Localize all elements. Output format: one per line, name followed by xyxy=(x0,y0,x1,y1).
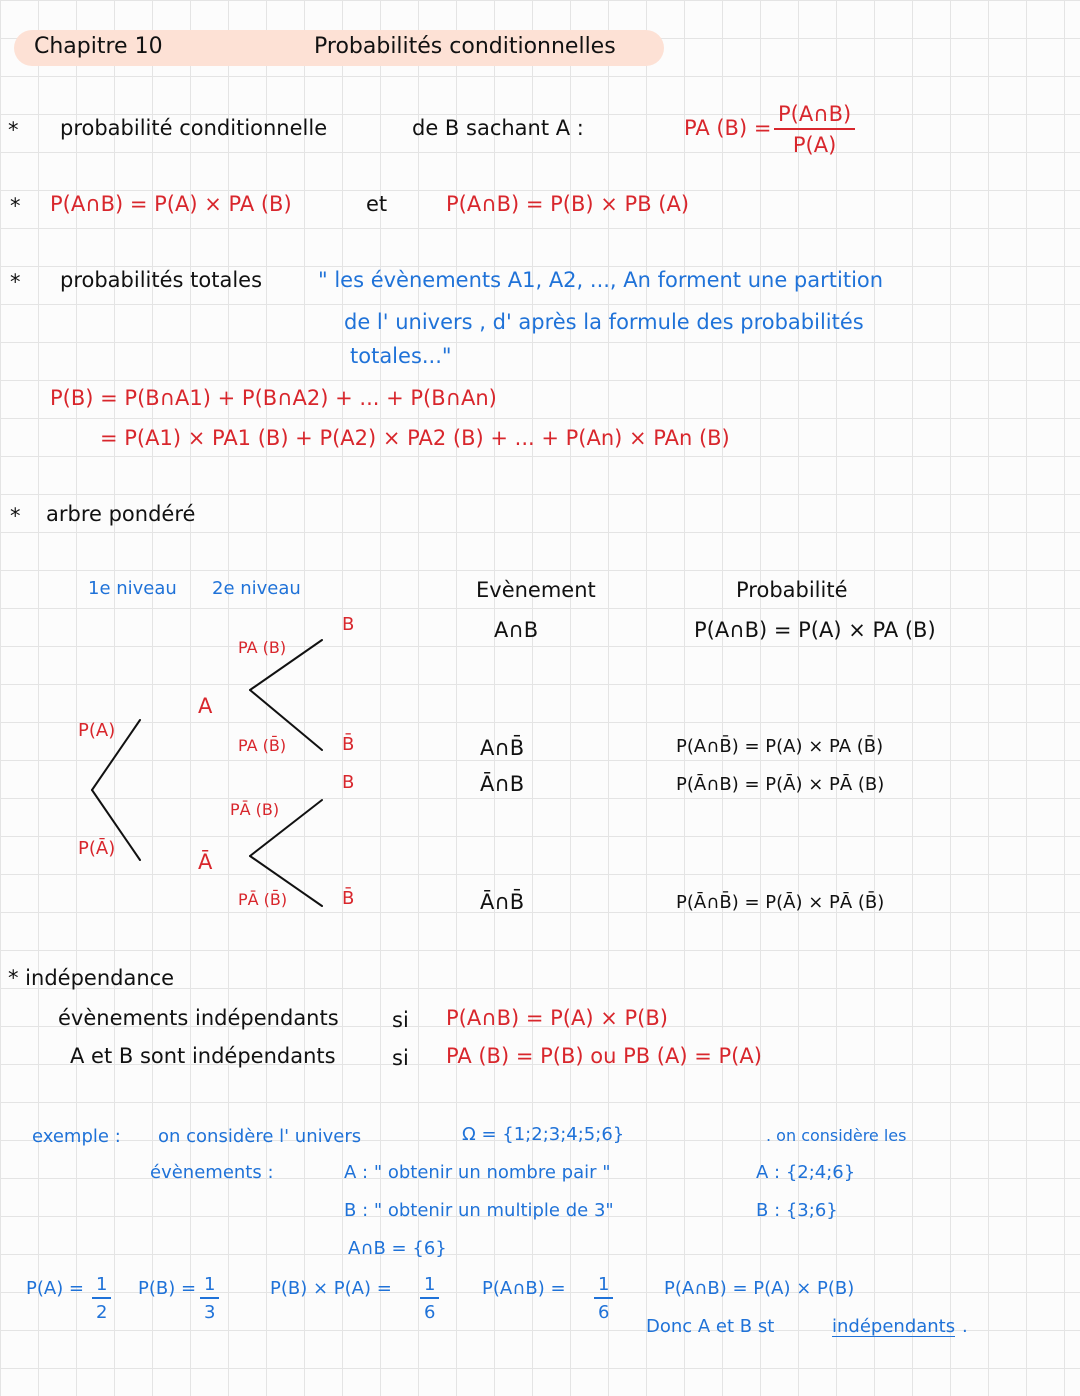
fraction-numerator: 1 xyxy=(594,1276,613,1299)
tree-leaf-B: B xyxy=(342,614,355,635)
example-a-set: A : {2;4;6} xyxy=(756,1162,856,1183)
product-and: et xyxy=(366,192,388,216)
example-pa-label: P(A) = xyxy=(26,1278,85,1299)
product-formula-1: P(A∩B) = P(A) × PA (B) xyxy=(50,192,292,216)
bullet: * xyxy=(8,118,19,142)
chapter-number: Chapitre 10 xyxy=(34,34,163,59)
tree-leaf-Bbar: B̄ xyxy=(342,888,355,909)
prob-Abar-inter-B: P(Ā∩B) = P(Ā) × PĀ (B) xyxy=(676,774,885,795)
product-formula-2: P(A∩B) = P(B) × PB (A) xyxy=(446,192,690,216)
tree-weight-Abar-Bbar: PĀ (B̄) xyxy=(238,890,288,909)
page-title: Probabilités conditionnelles xyxy=(314,34,616,59)
tree-label: arbre pondéré xyxy=(46,502,196,526)
indep-si: si xyxy=(392,1008,409,1032)
prob-A-inter-B: P(A∩B) = P(A) × PA (B) xyxy=(694,618,936,642)
prob-A-inter-Bbar: P(A∩B̄) = P(A) × PA (B̄) xyxy=(676,736,884,757)
example-a-inter-b: A∩B = {6} xyxy=(348,1238,447,1259)
example-b-def: B : " obtenir un multiple de 3" xyxy=(344,1200,614,1221)
fraction-denominator: 2 xyxy=(96,1302,108,1323)
tree-leaf-B: B xyxy=(342,772,355,793)
tree-leaf-Bbar: B̄ xyxy=(342,734,355,755)
cond-numerator: P(A∩B) xyxy=(774,104,855,130)
example-conclusion-equality: P(A∩B) = P(A) × P(B) xyxy=(664,1278,855,1299)
fraction-denominator: 6 xyxy=(424,1302,436,1323)
cond-of: de B sachant A : xyxy=(412,116,584,140)
event-Abar-inter-Bbar: Ā∩B̄ xyxy=(480,890,525,914)
indep-line-1: évènements indépendants xyxy=(58,1006,339,1030)
event-A-inter-Bbar: A∩B̄ xyxy=(480,736,525,760)
example-conclusion-dot: . xyxy=(962,1316,968,1337)
cond-label: probabilité conditionnelle xyxy=(60,116,328,140)
bullet: * xyxy=(10,270,21,294)
tree-node-Abar: Ā xyxy=(198,850,213,874)
tree-level-2: 2e niveau xyxy=(212,578,301,599)
fraction-numerator: 1 xyxy=(92,1276,111,1299)
total-quote-line-1: " les évènements A1, A2, ..., An forment une partition xyxy=(318,268,884,292)
cond-denominator: P(A) xyxy=(792,133,837,157)
event-A-inter-B: A∩B xyxy=(494,618,539,642)
example-text-3: évènements : xyxy=(150,1162,274,1183)
example-pb-fraction xyxy=(200,1276,219,1322)
example-text-2: . on considère les xyxy=(766,1126,907,1145)
tree-level-1: 1e niveau xyxy=(88,578,177,599)
tree-weight-Abar: P(Ā) xyxy=(78,838,116,859)
tree-node-A: A xyxy=(198,694,213,718)
example-pbpa-fraction xyxy=(420,1276,439,1322)
example-a-def: A : " obtenir un nombre pair " xyxy=(344,1162,611,1183)
example-pab-label: P(A∩B) = xyxy=(482,1278,566,1299)
example-conclusion-underlined: indépendants xyxy=(832,1316,956,1337)
tree-col-event: Evènement xyxy=(476,578,596,602)
fraction-denominator: 3 xyxy=(204,1302,216,1323)
bullet: * xyxy=(10,504,21,528)
example-pab-fraction xyxy=(594,1276,613,1322)
example-b-set: B : {3;6} xyxy=(756,1200,838,1221)
example-conclusion-text: Donc A et B st xyxy=(646,1316,775,1337)
event-Abar-inter-B: Ā∩B xyxy=(480,772,525,796)
example-omega: Ω = {1;2;3;4;5;6} xyxy=(462,1124,625,1145)
example-label: exemple : xyxy=(32,1126,121,1147)
tree-weight-A: P(A) xyxy=(78,720,116,741)
indep-si: si xyxy=(392,1046,409,1070)
prob-Abar-inter-Bbar: P(Ā∩B̄) = P(Ā) × PĀ (B̄) xyxy=(676,892,885,913)
total-label: probabilités totales xyxy=(60,268,263,292)
total-formula-1: P(B) = P(B∩A1) + P(B∩A2) + ... + P(B∩An) xyxy=(50,386,497,410)
example-pb-label: P(B) = xyxy=(138,1278,197,1299)
indep-line-2: A et B sont indépendants xyxy=(70,1044,336,1068)
fraction-denominator: 6 xyxy=(598,1302,610,1323)
indep-formula-1: P(A∩B) = P(A) × P(B) xyxy=(446,1006,668,1030)
tree-weight-A-B: PA (B) xyxy=(238,638,287,657)
indep-formula-2: PA (B) = P(B) ou PB (A) = P(A) xyxy=(446,1044,762,1068)
example-pbpa-label: P(B) × P(A) = xyxy=(270,1278,392,1299)
indep-title: * indépendance xyxy=(8,966,175,990)
example-pa-fraction xyxy=(92,1276,111,1322)
total-quote-line-2: de l' univers , d' après la formule des probabilités xyxy=(344,310,864,334)
bullet: * xyxy=(10,194,21,218)
example-text-1: on considère l' univers xyxy=(158,1126,362,1147)
cond-lhs: PA (B) = xyxy=(684,116,772,140)
total-quote-line-3: totales..." xyxy=(350,344,452,368)
tree-weight-Abar-B: PĀ (B) xyxy=(230,800,280,819)
total-formula-2: = P(A1) × PA1 (B) + P(A2) × PA2 (B) + ... + P(An) × PAn (B) xyxy=(100,426,730,450)
fraction-numerator: 1 xyxy=(200,1276,219,1299)
tree-col-prob: Probabilité xyxy=(736,578,848,602)
tree-weight-A-Bbar: PA (B̄) xyxy=(238,736,287,755)
fraction-numerator: 1 xyxy=(420,1276,439,1299)
